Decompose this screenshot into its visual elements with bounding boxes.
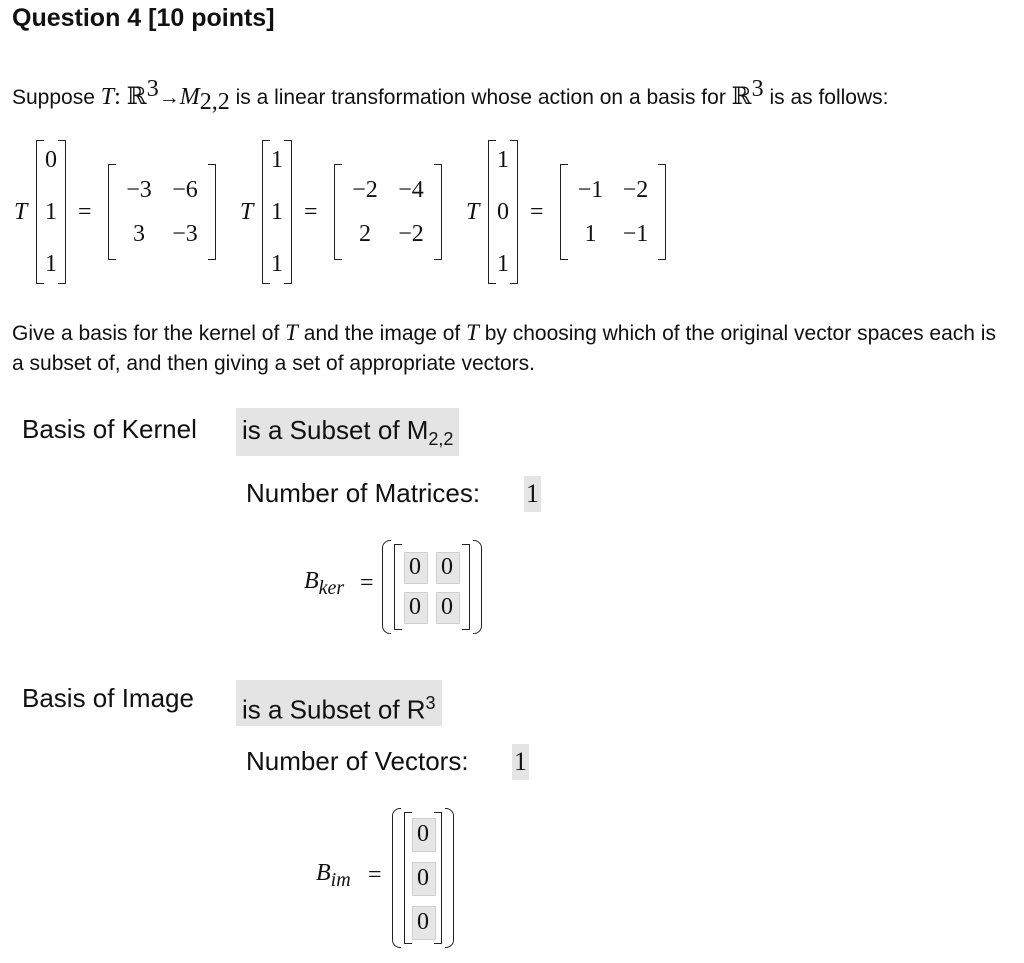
image-count-label: Number of Vectors: — [246, 746, 469, 776]
transformation-T: T — [14, 199, 28, 225]
input-vector-3: 1 0 1 — [488, 140, 518, 284]
problem-statement: Suppose T: $ℝ^3\to M_{2,2}$ is a linear transformation whose action on a basis for ℝ$^3$ is as follows: — [12, 76, 889, 116]
image-subset-select[interactable]: is a Subset of $R^3$ — [236, 680, 442, 726]
output-matrix-3: −1 −2 1 −1 — [560, 164, 666, 260]
kernel-matrix: 0 0 0 0 — [394, 544, 470, 630]
kernel-count-input[interactable]: 1 — [524, 476, 541, 512]
image-vector: 0 0 0 — [404, 812, 442, 944]
instructions: Give a basis for the kernel of T and the image of T by choosing which of the original vector spaces each is a subset of, and then giving a set of appropriate vectors. — [12, 320, 996, 375]
output-matrix-1: −3 −6 3 −3 — [108, 164, 216, 260]
kernel-basis-symbol: $B_{ker}$ — [304, 568, 345, 599]
image-count-input[interactable]: 1 — [512, 744, 529, 780]
image-label: Basis of Image — [22, 683, 194, 713]
output-matrix-2: −2 −4 2 −2 — [334, 164, 442, 260]
question-title: Question 4 [10 points] — [12, 4, 275, 32]
transformation-T: T — [240, 199, 254, 225]
transformation-T: T — [466, 199, 480, 225]
kernel-count-label: Number of Matrices: — [246, 478, 481, 508]
kernel-label: Basis of Kernel — [22, 414, 197, 444]
kernel-subset-select[interactable]: is a Subset of $M_{2,2}$ — [236, 408, 459, 456]
image-basis-symbol: $B_{im}$ — [316, 860, 351, 891]
input-vector-1: 0 1 1 — [36, 140, 66, 284]
input-vector-2: 1 1 1 — [262, 140, 292, 284]
